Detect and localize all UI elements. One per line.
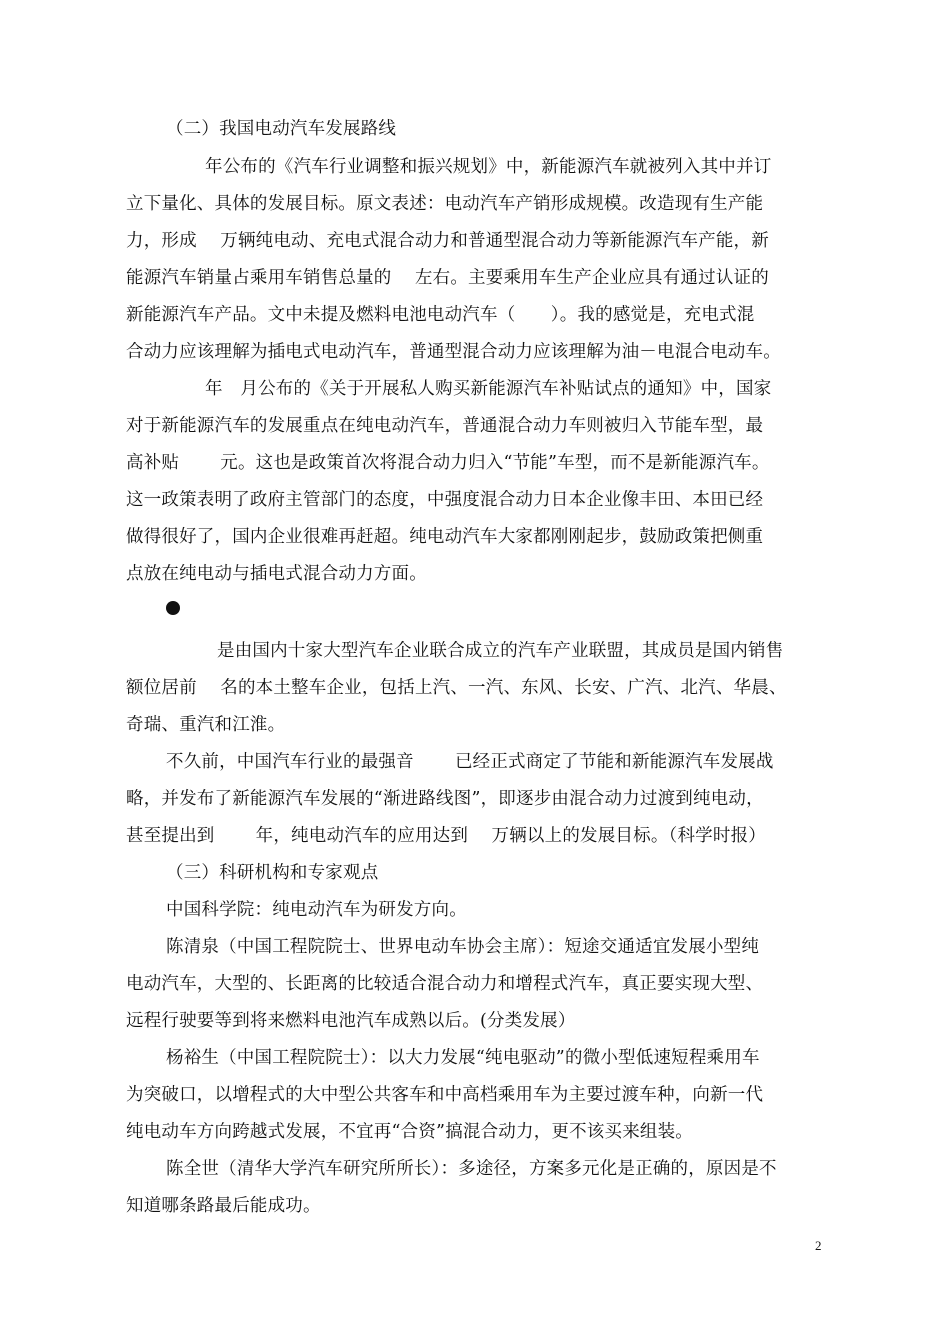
paragraph-line: 远程行驶要等到将来燃料电池汽车成熟以后。(分类发展） (126, 1011, 576, 1031)
paragraph-line: 是由国内十家大型汽车企业联合成立的汽车产业联盟，其成员是国内销售 (217, 641, 784, 661)
paragraph-line: 陈全世（清华大学汽车研究所所长）：多途径，方案多元化是正确的，原因是不 (166, 1159, 777, 1179)
paragraph-line: 甚至提出到 年，纯电动汽车的应用达到 万辆以上的发展目标。（科学时报） (126, 826, 766, 846)
paragraph-line: 点放在纯电动与插电式混合动力方面。 (126, 564, 427, 584)
paragraph-line: 不久前，中国汽车行业的最强音 已经正式商定了节能和新能源汽车发展战 (166, 752, 774, 772)
paragraph-line: 为突破口，以增程式的大中型公共客车和中高档乘用车为主要过渡车种，向新一代 (126, 1085, 764, 1105)
paragraph-line: 立下量化、具体的发展目标。原文表述：电动汽车产销形成规模。改造现有生产能 (126, 194, 764, 214)
bullet-icon (166, 601, 180, 615)
paragraph-line: 年公布的《汽车行业调整和振兴规划》中，新能源汽车就被列入其中并订 (205, 157, 772, 177)
paragraph-line: 能源汽车销量占乘用车销售总量的 左右。主要乘用车生产企业应具有通过认证的 (126, 268, 769, 288)
paragraph-line: 略，并发布了新能源汽车发展的“渐进路线图”，即逐步由混合动力过渡到纯电动， (126, 789, 764, 809)
paragraph-line: 电动汽车，大型的、长距离的比较适合混合动力和增程式汽车，真正要实现大型、 (126, 974, 764, 994)
paragraph-line: 年 月公布的《关于开展私人购买新能源汽车补贴试点的通知》中，国家 (205, 379, 772, 399)
section-heading-3: （三）科研机构和专家观点 (166, 863, 379, 883)
paragraph-line: 额位居前 名的本土整车企业，包括上汽、一汽、东风、长安、广汽、北汽、华晨、 (126, 678, 787, 698)
paragraph-line: 陈清泉（中国工程院院士、世界电动车协会主席）：短途交通适宜发展小型纯 (166, 937, 760, 957)
paragraph-line: 新能源汽车产品。文中未提及燃料电池电动汽车（ ）。我的感觉是，充电式混 (126, 305, 755, 325)
paragraph-line: 力，形成 万辆纯电动、充电式混合动力和普通型混合动力等新能源汽车产能，新 (126, 231, 769, 251)
paragraph-line: 知道哪条路最后能成功。 (126, 1196, 321, 1216)
section-heading-2: （二）我国电动汽车发展路线 (166, 119, 397, 139)
paragraph-line: 奇瑞、重汽和江淮。 (126, 715, 286, 735)
paragraph-line: 杨裕生（中国工程院院士）：以大力发展“纯电驱动”的微小型低速短程乘用车 (166, 1048, 760, 1068)
paragraph-line: 高补贴 元。这也是政策首次将混合动力归入“节能”车型，而不是新能源汽车。 (126, 453, 770, 473)
paragraph-line: 合动力应该理解为插电式电动汽车，普通型混合动力应该理解为油－电混合电动车。 (126, 342, 781, 362)
paragraph-line: 做得很好了，国内企业很难再赶超。纯电动汽车大家都刚刚起步，鼓励政策把侧重 (126, 527, 764, 547)
paragraph-line: 对于新能源汽车的发展重点在纯电动汽车，普通混合动力车则被归入节能车型，最 (126, 416, 764, 436)
page-number: 2 (815, 1238, 822, 1253)
paragraph-line: 这一政策表明了政府主管部门的态度，中强度混合动力日本企业像丰田、本田已经 (126, 490, 764, 510)
paragraph-line: 中国科学院：纯电动汽车为研发方向。 (166, 900, 467, 920)
paragraph-line: 纯电动车方向跨越式发展，不宜再“合资”搞混合动力，更不该买来组装。 (126, 1122, 693, 1142)
